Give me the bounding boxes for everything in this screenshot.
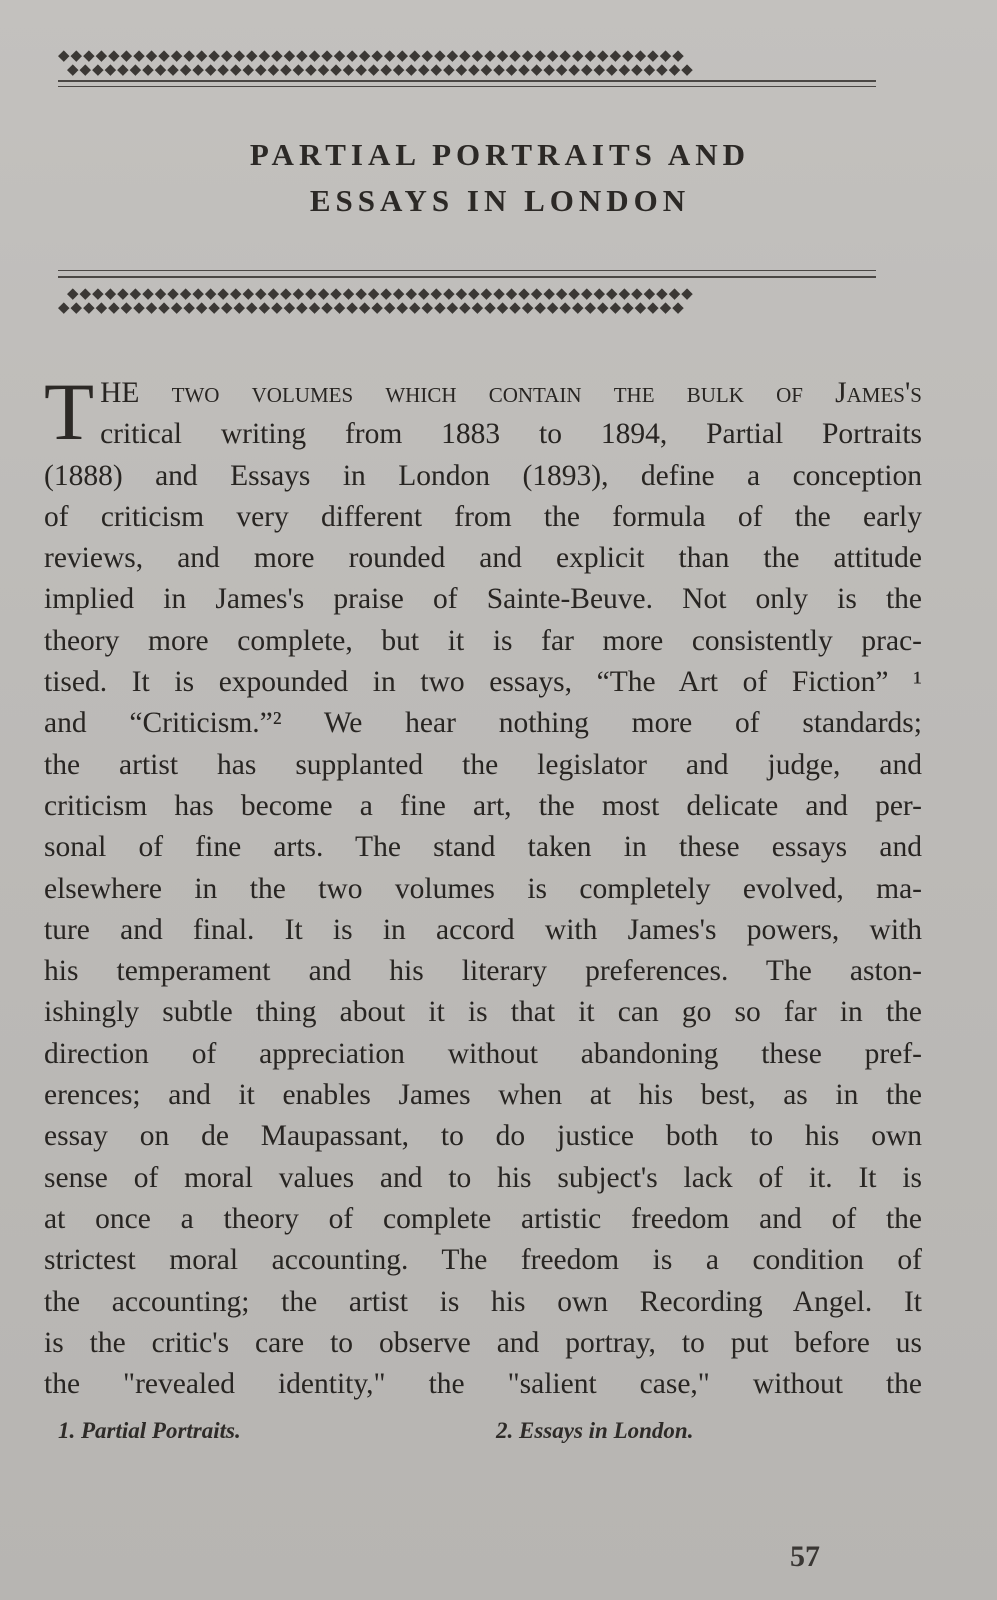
text-line: of criticism very different from the formula of the early xyxy=(44,500,922,533)
rule-line xyxy=(58,276,876,278)
text-line: critical writing from 1883 to 1894, Partial Portraits xyxy=(100,418,922,451)
diamond-row: ◆◆◆◆◆◆◆◆◆◆◆◆◆◆◆◆◆◆◆◆◆◆◆◆◆◆◆◆◆◆◆◆◆◆◆◆◆◆◆◆◆◆◆◆◆◆◆◆◆◆ xyxy=(58,298,685,316)
text-line: sonal of fine arts. The stand taken in these essays and xyxy=(44,831,922,864)
diamond-row: ◆◆◆◆◆◆◆◆◆◆◆◆◆◆◆◆◆◆◆◆◆◆◆◆◆◆◆◆◆◆◆◆◆◆◆◆◆◆◆◆◆◆◆◆◆◆◆◆◆◆ xyxy=(58,46,685,64)
text-line: reviews, and more rounded and explicit than the attitude xyxy=(44,542,922,575)
text-line: at once a theory of complete artistic freedom and of the xyxy=(44,1202,922,1235)
text-line: ture and final. It is in accord with James's powers, with xyxy=(44,913,922,946)
text-line: direction of appreciation without abandoning these pref- xyxy=(44,1037,922,1070)
body-paragraph xyxy=(44,366,922,1405)
text-line: the "revealed identity," the "salient case," without the xyxy=(44,1368,922,1401)
chapter-title xyxy=(70,132,930,224)
rule-line xyxy=(58,80,876,82)
text-line: is the critic's care to observe and portray, to put before us xyxy=(44,1326,922,1359)
text-line: his temperament and his literary preferences. The aston- xyxy=(44,955,922,988)
diamond-row: ◆◆◆◆◆◆◆◆◆◆◆◆◆◆◆◆◆◆◆◆◆◆◆◆◆◆◆◆◆◆◆◆◆◆◆◆◆◆◆◆◆◆◆◆◆◆◆◆◆◆ xyxy=(67,284,694,302)
text-line: the accounting; the artist is his own Recording Angel. It xyxy=(44,1285,922,1318)
page-number: 57 xyxy=(790,1540,820,1573)
text-line: essay on de Maupassant, to do justice both to his own xyxy=(44,1120,922,1153)
rule-line xyxy=(58,86,876,87)
chapter-title-line-2: ESSAYS IN LONDON xyxy=(309,183,691,218)
text-line: criticism has become a fine art, the most delicate and per- xyxy=(44,789,922,822)
bottom-ornament-border xyxy=(58,270,876,320)
text-line: and “Criticism.”² We hear nothing more of standards; xyxy=(44,707,922,740)
text-line: erences; and it enables James when at his best, as in the xyxy=(44,1079,922,1112)
text-line: implied in James's praise of Sainte-Beuve. Not only is the xyxy=(44,583,922,616)
text-line: strictest moral accounting. The freedom is a condition of xyxy=(44,1244,922,1277)
top-ornament-border xyxy=(58,46,876,96)
footnote-1: 1. Partial Portraits. xyxy=(58,1418,241,1443)
diamond-row: ◆◆◆◆◆◆◆◆◆◆◆◆◆◆◆◆◆◆◆◆◆◆◆◆◆◆◆◆◆◆◆◆◆◆◆◆◆◆◆◆◆◆◆◆◆◆◆◆◆◆ xyxy=(67,60,694,78)
text-line: (1888) and Essays in London (1893), define a conception xyxy=(44,459,922,492)
text-line: theory more complete, but it is far more consistently prac- xyxy=(44,624,922,657)
chapter-title-line-1: PARTIAL PORTRAITS AND xyxy=(249,137,751,172)
text-line: HE two volumes which contain the bulk of James's xyxy=(100,377,922,409)
text-line: sense of moral values and to his subject's lack of it. It is xyxy=(44,1161,922,1194)
rule-line xyxy=(58,270,876,271)
text-line: tised. It is expounded in two essays, “The Art of Fiction” ¹ xyxy=(44,666,922,699)
text-line: the artist has supplanted the legislator and judge, and xyxy=(44,748,922,781)
text-line: ishingly subtle thing about it is that it can go so far in the xyxy=(44,996,922,1029)
text-line: elsewhere in the two volumes is completely evolved, ma- xyxy=(44,872,922,905)
drop-cap: T xyxy=(44,366,95,457)
footnote-2: 2. Essays in London. xyxy=(496,1418,694,1443)
